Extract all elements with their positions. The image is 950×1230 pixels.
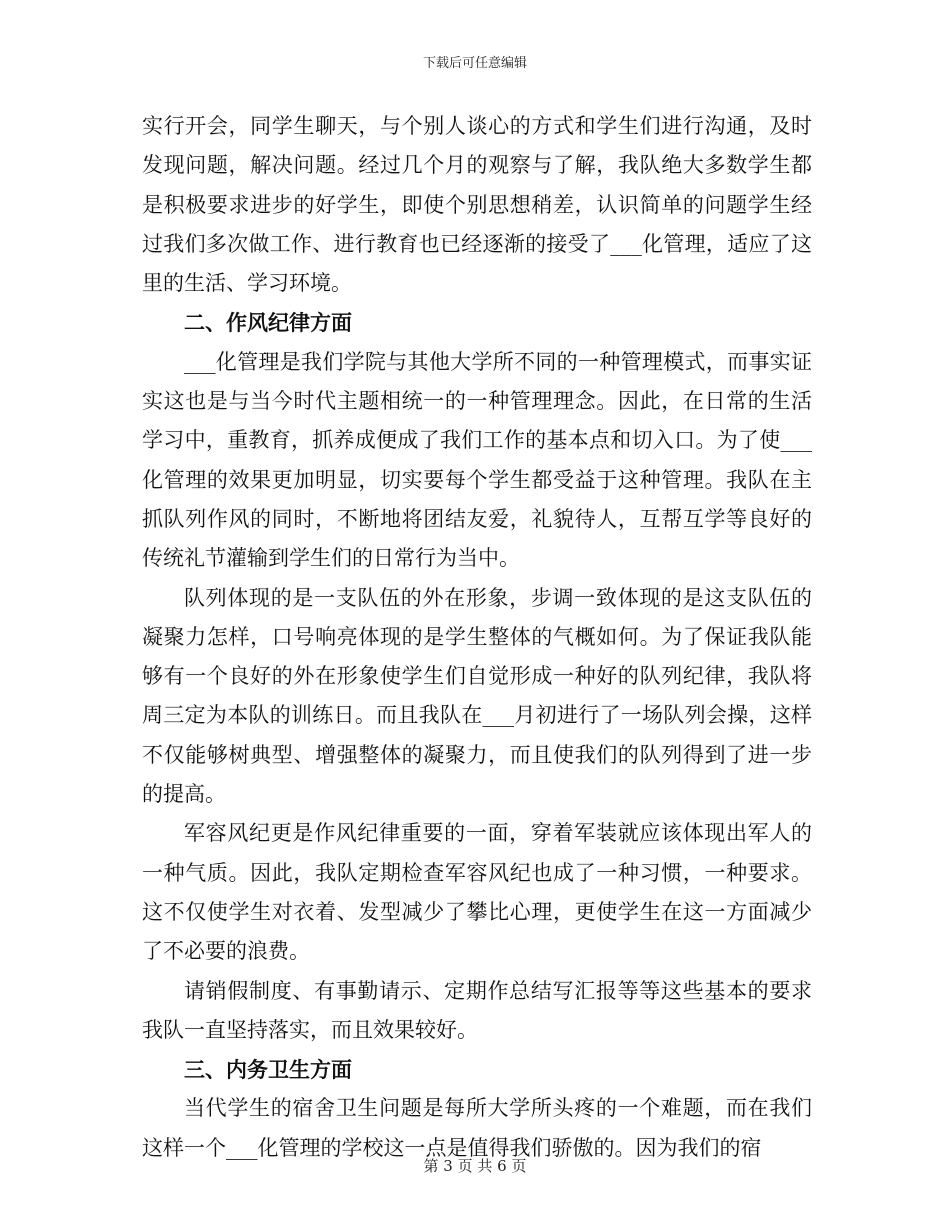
section-heading-3: 三、内务卫生方面 bbox=[184, 1057, 352, 1083]
paragraph-6: 当代学生的宿舍卫生问题是每所大学所头疼的一个难题，而在我们这样一个___化管理的学校这一点是值得我们骄傲的。因为我们的宿 bbox=[142, 1096, 812, 1160]
section-heading-2: 二、作风纪律方面 bbox=[184, 310, 352, 336]
document-body bbox=[142, 107, 812, 1168]
page-header: 下载后可任意编辑 bbox=[422, 56, 527, 71]
paragraph-5: 请销假制度、有事勤请示、定期作总结写汇报等等这些基本的要求我队一直坚持落实，而且效果较好。 bbox=[142, 978, 812, 1042]
page-footer: 第 3 页 共 6 页 bbox=[423, 1157, 527, 1175]
paragraph-3: 队列体现的是一支队伍的外在形象，步调一致体现的是这支队伍的凝聚力怎样，口号响亮体现的是学生整体的气概如何。为了保证我队能够有一个良好的外在形象使学生们自觉形成一种好的队列纪律，我队将周三定为本队的训练日。而且我队在___月初进行了一场队列会操，这样不仅能够树典型、增强整体的凝聚力，而且使我们的队列得到了进一步的提高。 bbox=[142, 585, 812, 807]
paragraph-1: 实行开会，同学生聊天，与个别人谈心的方式和学生们进行沟通，及时发现问题，解决问题。经过几个月的观察与了解，我队绝大多数学生都是积极要求进步的好学生，即使个别思想稍差，认识简单的问题学生经过我们多次做工作、进行教育也已经逐渐的接受了___化管理，适应了这里的生活、学习环境。 bbox=[142, 114, 812, 296]
paragraph-2: ___化管理是我们学院与其他大学所不同的一种管理模式，而事实证实这也是与当今时代主题相统一的一种管理理念。因此，在日常的生活学习中，重教育，抓养成便成了我们工作的基本点和切入口。为了使___化管理的效果更加明显，切实要每个学生都受益于这种管理。我队在主抓队列作风的同时，不断地将团结友爱，礼貌待人，互帮互学等良好的传统礼节灌输到学生们的日常行为当中。 bbox=[142, 349, 812, 571]
paragraph-4: 军容风纪更是作风纪律重要的一面，穿着军装就应该体现出军人的一种气质。因此，我队定期检查军容风纪也成了一种习惯，一种要求。这不仅使学生对衣着、发型减少了攀比心理，更使学生在这一方面减少了不必要的浪费。 bbox=[142, 821, 812, 964]
